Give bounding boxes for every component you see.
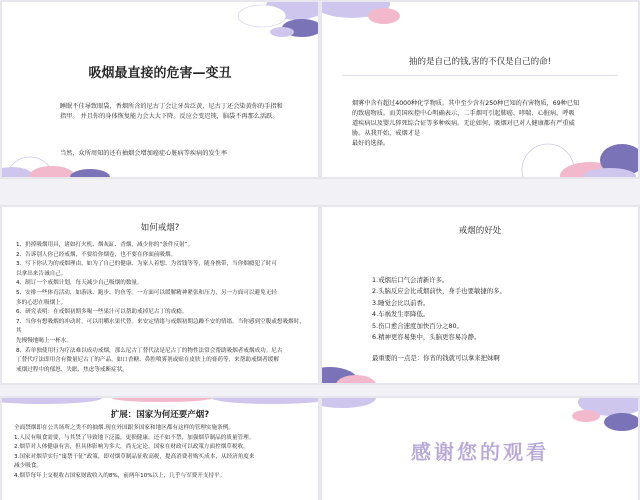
body-line: 指甲。 并且你的身体恢复能力会大大下降。反应会变迟钝，脑袋不再那么活跃。 (60, 113, 279, 120)
list-item: 1.戒烟后口气会清新许多。 (372, 276, 449, 284)
top-left-blob-decoration (322, 398, 402, 422)
list-item: 2.烟草对人体健康有害，但具体影响为多大，尚无定论。国家在财政可以政策方面控烟草税收。 (14, 444, 249, 451)
list-item: 全面禁烟即在公共场所之类不的抽烟.现在外国跟多国家和地区都有这样的管理实施条例。 (14, 425, 234, 431)
slide-title: 戒烟的好处 (458, 226, 502, 236)
slide-3[interactable] (2, 207, 318, 383)
slide-title: 抽的是自己的钱,害的不仅是自己的命! (408, 57, 552, 67)
list-item: 3、写下你认为的戒烟理由，如为了自己的健康、为家人着想、为省钱等等，随身携带，当你烟瘾犯了时可 (16, 261, 277, 268)
benefits-list (372, 275, 612, 343)
list-item: 4.车祸发生率降低。 (372, 310, 430, 319)
bottom-left-blob-decoration (2, 147, 112, 177)
list-item: 多的心思在吸烟上。 (16, 299, 67, 306)
list-item: 减少吸食。 (14, 463, 42, 470)
slide-2[interactable] (322, 2, 638, 177)
list-item: 1、扔掉吸烟用具，诸如打火机、烟灰缸、香烟，减少你的“条件反射”。 (16, 242, 194, 248)
bottom-left-blob-decoration (322, 347, 392, 383)
bottom-right-blob-decoration (518, 130, 638, 177)
list-item: 以拿出来告诫自己。 (16, 270, 67, 277)
list-item: 3.睡觉会比以前香。 (372, 298, 430, 307)
list-item: 6.精神更容易集中，头脑更容易冷静。 (372, 333, 481, 342)
list-item: 戒烟过程中的郁怒、失眠、焦虑等戒断症状。 (16, 366, 128, 373)
slide-title: 扩展：国家为何还要产烟? (110, 410, 210, 420)
list-item: 6、研究表明：在戒烟初期多喝一些果汁可以帮助戒掉尼古丁的成瘾。 (16, 309, 188, 316)
top-left-blob-decoration (322, 2, 432, 32)
body-line: 烟雾中含有超过4000种化学物质。其中至少含有250种已知的有害物质，69种已知 (352, 100, 580, 107)
tips-list (16, 241, 306, 375)
list-item: 8、若单独使用行为疗法难以成功戒烟，那么尼古丁替代法是尼古丁的物性法常会帮助吸烟者戒烟成功。尼古 (16, 347, 283, 354)
list-item: 5.伤口愈合速度加快百分之80。 (372, 321, 463, 330)
slide-gap (0, 179, 640, 205)
list-item: 4、制订一个戒烟计划，每天减少自己吸烟的数量。 (16, 280, 143, 287)
top-right-blob-decoration (212, 2, 318, 46)
list-item: 7、当你有想吸烟的冲动时，可以用嚼水果代替。来安定情绪与戒烟初期急躁不安的情绪。当你感到空腹或想吸烟时，其 (16, 318, 305, 335)
list-item: 3.国家对烟草实行“寓禁于征”政策，即对烟草制品征收高税，提高消费者购买成本，从经济角度来 (14, 453, 255, 460)
body-line: 最好的选择。 (352, 140, 390, 147)
list-item: 先慢慢地喝上一杯水。 (16, 337, 72, 344)
top-right-blob-decoration (522, 398, 638, 438)
title-underline (342, 75, 618, 76)
body-line: 道疾病以及婴儿猝死综合征等多种疾病。无论如何，吸烟对已对人健康都有严重威 (352, 120, 575, 127)
body-paragraph (60, 102, 300, 122)
body-line: 胁。从我开始，戒烟才是 (352, 130, 421, 137)
top-wave-decoration (2, 398, 318, 408)
body-paragraph: 当然，众所周知的还有抽烟会增加癌症心脏病等疾病的发生率 (60, 150, 228, 157)
slide-gap (0, 385, 640, 396)
list-item: 5、安排一些体育活动，如游泳、跑步、钓鱼等。一方面可以缓解精神紧张和压力，另一方面可以避免无轻 (16, 289, 277, 296)
list-item: 1.人民有吸食需要，与其禁了导致地下泛滥，更损健康，还不如不禁，加强烟草制品的质量管理。 (14, 434, 255, 441)
slide-5[interactable] (2, 398, 318, 500)
list-item: 丁替代疗法即用含有微量尼古丁的产品，如口香糖、鼻腔喷雾剂或贴在皮肤上的膏药等，来帮助戒烟者缓解 (16, 357, 279, 364)
slide-6[interactable] (322, 398, 638, 500)
slide-4[interactable] (322, 207, 638, 383)
body-line: 睡眠不佳导致眼袋，香烟所含的尼古丁会让牙齿泛黄，尼古丁还会染黄你的手指和 (60, 103, 283, 110)
footer-note: 最重要的一点是：你省的钱就可以拿来把妹啊 (372, 354, 500, 362)
list-item: 2.头脑反应会比戒烟前快，身手也要敏捷的多。 (372, 287, 506, 296)
slide-title: 如何戒烟? (140, 223, 180, 233)
list-item: 2、告诉别人你已经戒烟，不要给你烟卷，也不要在你面前吸烟。 (16, 251, 177, 258)
body-line: 的致癌物质。而美国疾控中心明确表示，二手烟可引起肺癌、哮喘、心脏病，呼吸 (352, 110, 575, 117)
slide-title: 吸烟最直接的危害—变丑 (88, 66, 232, 81)
reasons-list (14, 424, 310, 482)
thanks-title: 感谢您的观看 (411, 440, 549, 464)
list-item: 4.烟草每年上交税收占国家财政收入的8%，前两年10%以上，几乎与军费开支持平。 (14, 472, 226, 479)
